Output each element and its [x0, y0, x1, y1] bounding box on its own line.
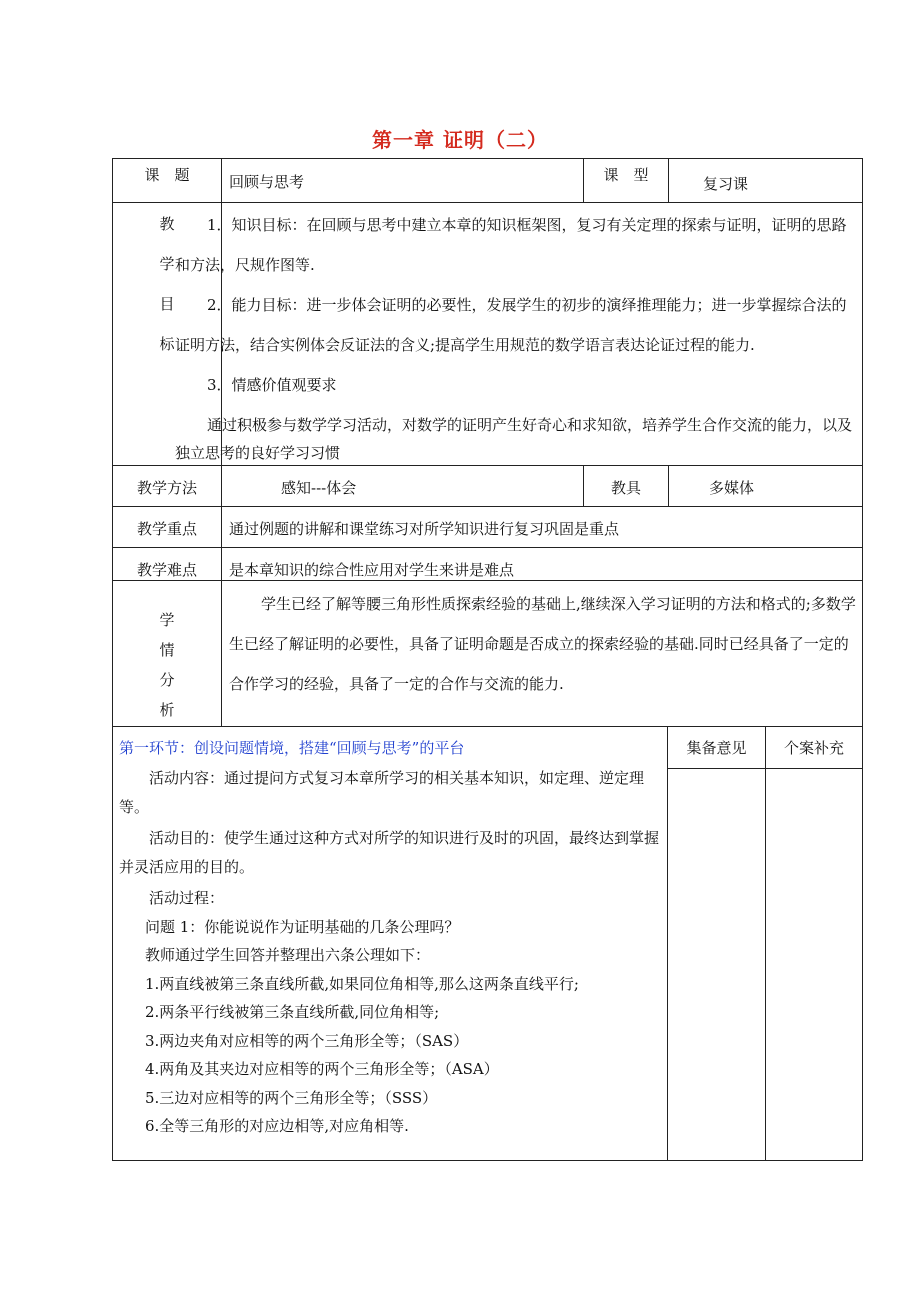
- analysis-text: 学生已经了解等腰三角形性质探索经验的基础上,继续深入学习证明的方法和格式的;多数学生已经了解证明的必要性，具备了证明命题是否成立的探索经验的基础.同时已经具备了一定的合作学习的经验，具备了一定的合作与交流的能力.: [229, 595, 856, 693]
- analysis-label-char: 学: [159, 611, 175, 629]
- topic-label: 课 题: [144, 166, 190, 184]
- individual-supplement-header: 个案补充: [783, 739, 844, 757]
- axiom-item: 2.两条平行线被第三条直线所截,同位角相等;: [145, 1003, 440, 1021]
- activity-purpose: 活动目的：使学生通过这种方式对所学的知识进行及时的巩固，最终达到掌握并灵活应用的目的。: [119, 829, 660, 876]
- activity-process: 活动过程：: [149, 889, 225, 907]
- section-heading: 第一环节：创设问题情境，搭建“回顾与思考”的平台: [119, 739, 465, 757]
- analysis-label: [113, 605, 221, 725]
- method-label: 教学方法: [136, 479, 197, 497]
- objectives-content: [175, 205, 859, 467]
- row-divider: [113, 726, 862, 727]
- difficulties-label: 教学难点: [136, 561, 197, 579]
- col-divider: [668, 159, 669, 202]
- axiom-item: 6.全等三角形的对应边相等,对应角相等.: [145, 1117, 409, 1135]
- document-title: 第一章 证明（二）: [372, 128, 548, 152]
- col-divider: [765, 726, 766, 1160]
- objective-ability: 2．能力目标：进一步体会证明的必要性，发展学生的初步的演绎推理能力；进一步掌握综合法的证明方法，结合实例体会反证法的含义;提高学生用规范的数学语言表达论证过程的能力.: [175, 296, 847, 354]
- analysis-content: [229, 584, 857, 704]
- question-1: 问题 1：你能说说作为证明基础的几条公理吗？: [145, 917, 460, 936]
- axiom-item: 4.两角及其夹边对应相等的两个三角形全等；（ASA）: [145, 1060, 499, 1078]
- key-points-label: 教学重点: [136, 520, 197, 538]
- row-divider: [113, 547, 862, 548]
- teaching-aid-value: 多媒体: [709, 479, 755, 497]
- key-points-value: 通过例题的讲解和课堂练习对所学知识进行复习巩固是重点: [229, 520, 620, 538]
- objective-attitude-heading: 3．情感价值观要求: [207, 376, 337, 394]
- row-divider: [113, 506, 862, 507]
- teacher-summary: 教师通过学生回答并整理出六条公理如下：: [145, 946, 431, 964]
- difficulties-value: 是本章知识的综合性应用对学生来讲是难点: [229, 561, 515, 579]
- objectives-label-char: 目: [159, 295, 175, 313]
- axiom-item: 1.两直线被第三条直线所截,如果同位角相等,那么这两条直线平行;: [145, 974, 579, 993]
- teaching-aid-label: 教具: [610, 479, 641, 497]
- objective-attitude: 通过积极参与数学学习活动，对数学的证明产生好奇心和求知欲，培养学生合作交流的能力，以及独立思考的良好学习习惯: [175, 416, 853, 462]
- objective-knowledge: 1．知识目标：在回顾与思考中建立本章的知识框架图，复习有关定理的探索与证明，证明的思路和方法，尺规作图等.: [175, 216, 847, 274]
- analysis-label-char: 分: [159, 671, 175, 689]
- col-divider: [668, 465, 669, 506]
- group-opinion-header: 集备意见: [686, 739, 747, 757]
- section-body: [119, 764, 663, 1141]
- lesson-type-label: 课 型: [603, 166, 649, 184]
- col-divider: [667, 726, 668, 1160]
- activity-content: 活动内容：通过提问方式复习本章所学习的相关基本知识，如定理、逆定理等。: [119, 769, 645, 816]
- objectives-label-char: 标: [159, 335, 175, 353]
- objectives-label-char: 教: [159, 215, 175, 233]
- method-value: 感知---体会: [281, 479, 357, 497]
- row-divider: [113, 580, 862, 581]
- topic-value: 回顾与思考: [229, 173, 305, 191]
- axiom-item: 3.两边夹角对应相等的两个三角形全等；（SAS）: [145, 1031, 469, 1050]
- lesson-plan-table: [112, 158, 863, 1161]
- analysis-label-char: 情: [159, 641, 175, 659]
- row-divider: [113, 202, 862, 203]
- axiom-item: 5.三边对应相等的两个三角形全等；（SSS）: [145, 1088, 438, 1107]
- lesson-type-value: 复习课: [703, 175, 749, 193]
- analysis-label-char: 析: [159, 701, 175, 719]
- objectives-label-char: 学: [159, 255, 175, 273]
